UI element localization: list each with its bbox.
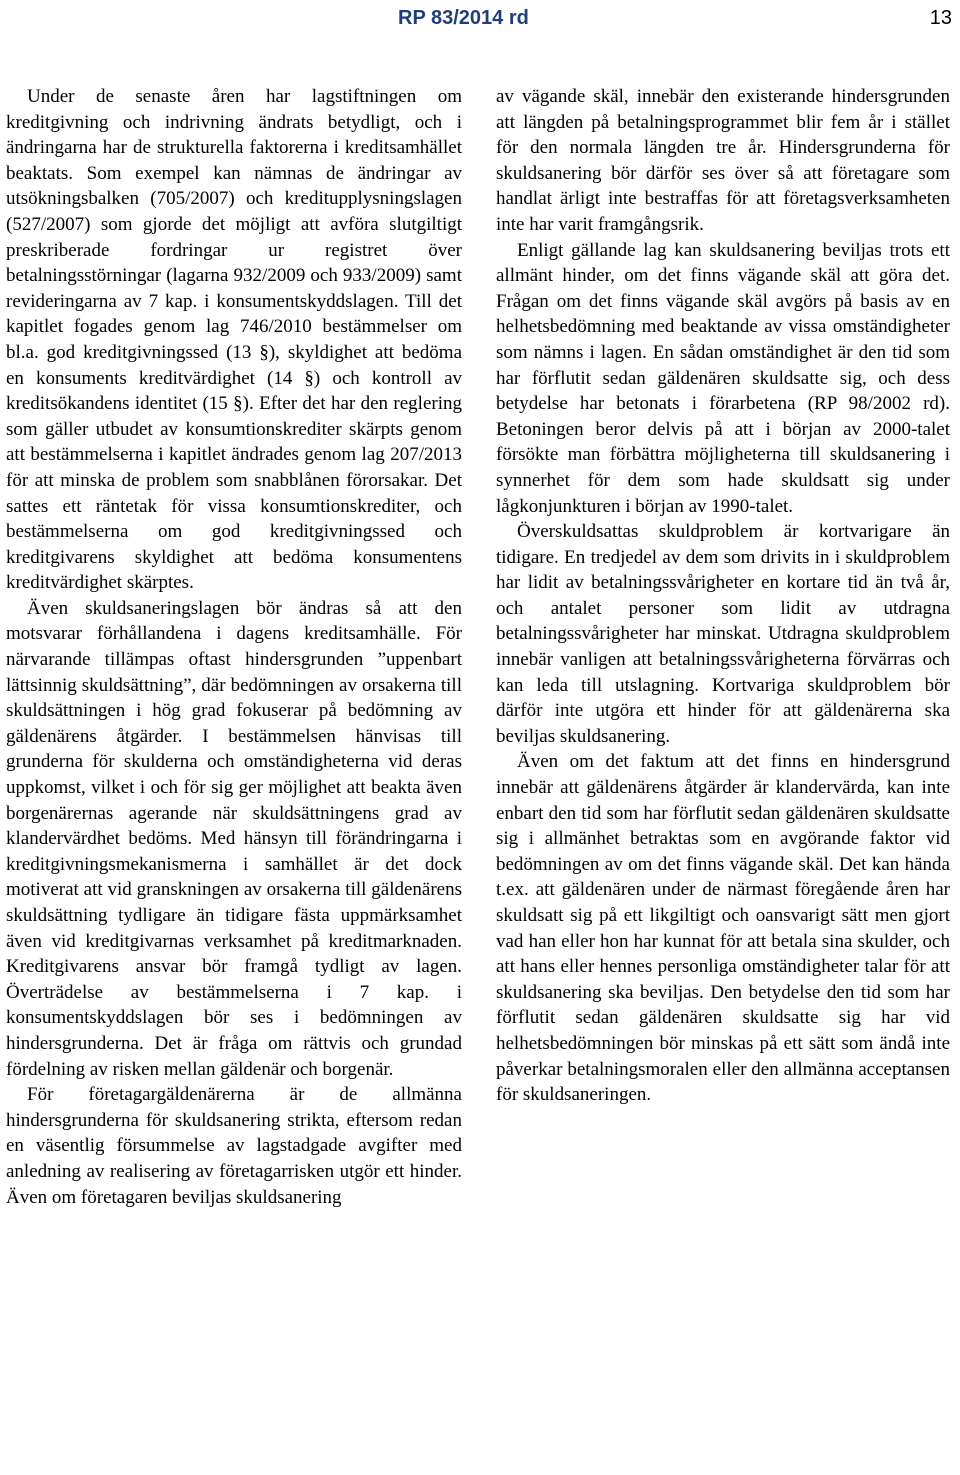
- paragraph: Under de senaste åren har lagstiftningen om kreditgivning och indrivning ändrats betydligt, och i ändringarna har de strukturella faktorerna i kreditsamhället beaktats. Som exempel kan nämnas de ändringar av utsökningsbalken (705/2007) och kreditupplysningslagen (527/2007) som gjorde det möjligt att avföra slutgiltigt preskriberade fordringar ur registret över betalningsstörningar (lagarna 932/2009 och 933/2009) samt revideringarna av 7 kap. i konsumentskyddslagen. Till det kapitlet fogades genom lag 746/2010 bestämmelser om bl.a. god kreditgivningssed (13 §), skyldighet att bedöma en konsuments kreditvärdighet (14 §) och kontroll av kreditsökandens identitet (15 §). Efter det har den reglering som gäller utbudet av konsumtionskrediter skärpts genom att bestämmelserna i kapitlet ändrades genom lag 207/2013 för att minska de problem som snabblånen förorsakar. Det sattes ett räntetak för vissa konsumtionskrediter, och bestämmelserna om god kreditgivningssed och kreditgivarens skyldighet att bedöma konsumentens kreditvärdighet skärptes.: [6, 86, 462, 594]
- paragraph: Även skuldsaneringslagen bör ändras så att den motsvarar förhållandena i dagens kreditsamhälle. För närvarande tillämpas oftast hindersgrunden ”uppenbart lättsinnig skuldsättning”, där bedömningen av orsakerna till skuldsättningen i hög grad fokuserar på bedömning av gäldenärens åtgärder. I bestämmelsen hänvisas till grunderna för skulderna och omständigheterna vid deras uppkomst, vilket i och för sig ger möjlighet att beakta även borgenärernas agerande när skuldsättningens grad av klandervärdhet bedöms. Med hänsyn till förändringarna i kreditgivningsmekanismerna i samhället är det dock motiverat att vid granskningen av orsakerna till gäldenärens skuldsättning tydligare än tidigare fästa uppmärksamhet även vid kreditgivarnas verksamhet på kreditmarknaden. Kreditgivarens ansvar bör framgå tydligt av lagen. Överträdelse av bestämmelserna i 7 kap. i konsumentskyddslagen bör ses i bedömningen av hindersgrunderna. Det är fråga om rättvis och grundad fördelning av risken mellan gäldenär och borgenär.: [6, 597, 462, 1080]
- right-column: [496, 84, 950, 1108]
- paragraph: Även om det faktum att det finns en hindersgrund innebär att gäldenärens åtgärder är klandervärda, kan inte enbart den tid som har förflutit sedan gäldenären skuldsatte sig i allmänhet betraktas som en avgörande faktor vid bedömningen av om det finns vägande skäl. Det kan hända t.ex. att gäldenären under de närmast föregående åren har skuldsatt sig på ett likgiltigt och oansvarigt sätt men gjort vad han eller hon har kunnat för att betala sina skulder, och att hans eller hennes personliga omständigheter talar för att skuldsanering ska beviljas. Den betydelse den tid som har förflutit sedan gäldenären skuldsatte sig har vid helhetsbedömningen bör minskas på ett sätt som ändå inte påverkar betalningsmoralen eller den allmänna acceptansen för skuldsaneringen.: [496, 751, 950, 1106]
- document-reference: RP 83/2014 rd: [398, 7, 529, 29]
- paragraph: Överskuldsattas skuldproblem är kortvarigare än tidigare. En tredjedel av dem som drivits in i skuldproblem har lidit av betalningssvårigheter en kortare tid än två år, och antalet personer som lidit av utdragna betalningssvårigheter har minskat. Utdragna skuldproblem innebär vanligen att betalningssvårigheterna förvärras och kan leda till utslagning. Kortvariga skuldproblem bör därför inte utgöra ett hinder för att gäldenärerna ska beviljas skuldsanering.: [496, 521, 950, 747]
- paragraph: För företagargäldenärerna är de allmänna hindersgrunderna för skuldsanering strikta, eftersom redan en väsentlig försummelse av lagstadgade avgifter med anledning av realisering av företagarrisken utgör ett hinder. Även om företagaren beviljas skuldsanering: [6, 1084, 462, 1208]
- paragraph: Enligt gällande lag kan skuldsanering beviljas trots ett allmänt hinder, om det finns vägande skäl att göra det. Frågan om det finns vägande skäl avgörs på basis av en helhetsbedömning med beaktande av vissa omständigheter som nämns i lagen. En sådan omständighet är den tid som har förflutit sedan gäldenären skuldsatte sig, och dess betydelse har betonats i förarbetena (RP 98/2002 rd). Betoningen beror delvis på att i början av 2000-talet försökte man förbättra möjligheterna till skuldsanering i synnerhet för dem som hade skuldsatt sig under lågkonjunkturen i början av 1990-talet.: [496, 239, 950, 517]
- left-column: [6, 84, 462, 1210]
- paragraph: av vägande skäl, innebär den existerande hindersgrunden att längden på betalningsprogrammet blir fem år i stället för den normala längden tre år. Hindersgrunderna för skuldsanering bör därför ses över så att företagare som handlat ärligt inte bestraffas för att företagsverksamheten inte har varit framgångsrik.: [496, 86, 950, 235]
- page-header: [0, 0, 960, 38]
- page-number: 13: [929, 7, 952, 29]
